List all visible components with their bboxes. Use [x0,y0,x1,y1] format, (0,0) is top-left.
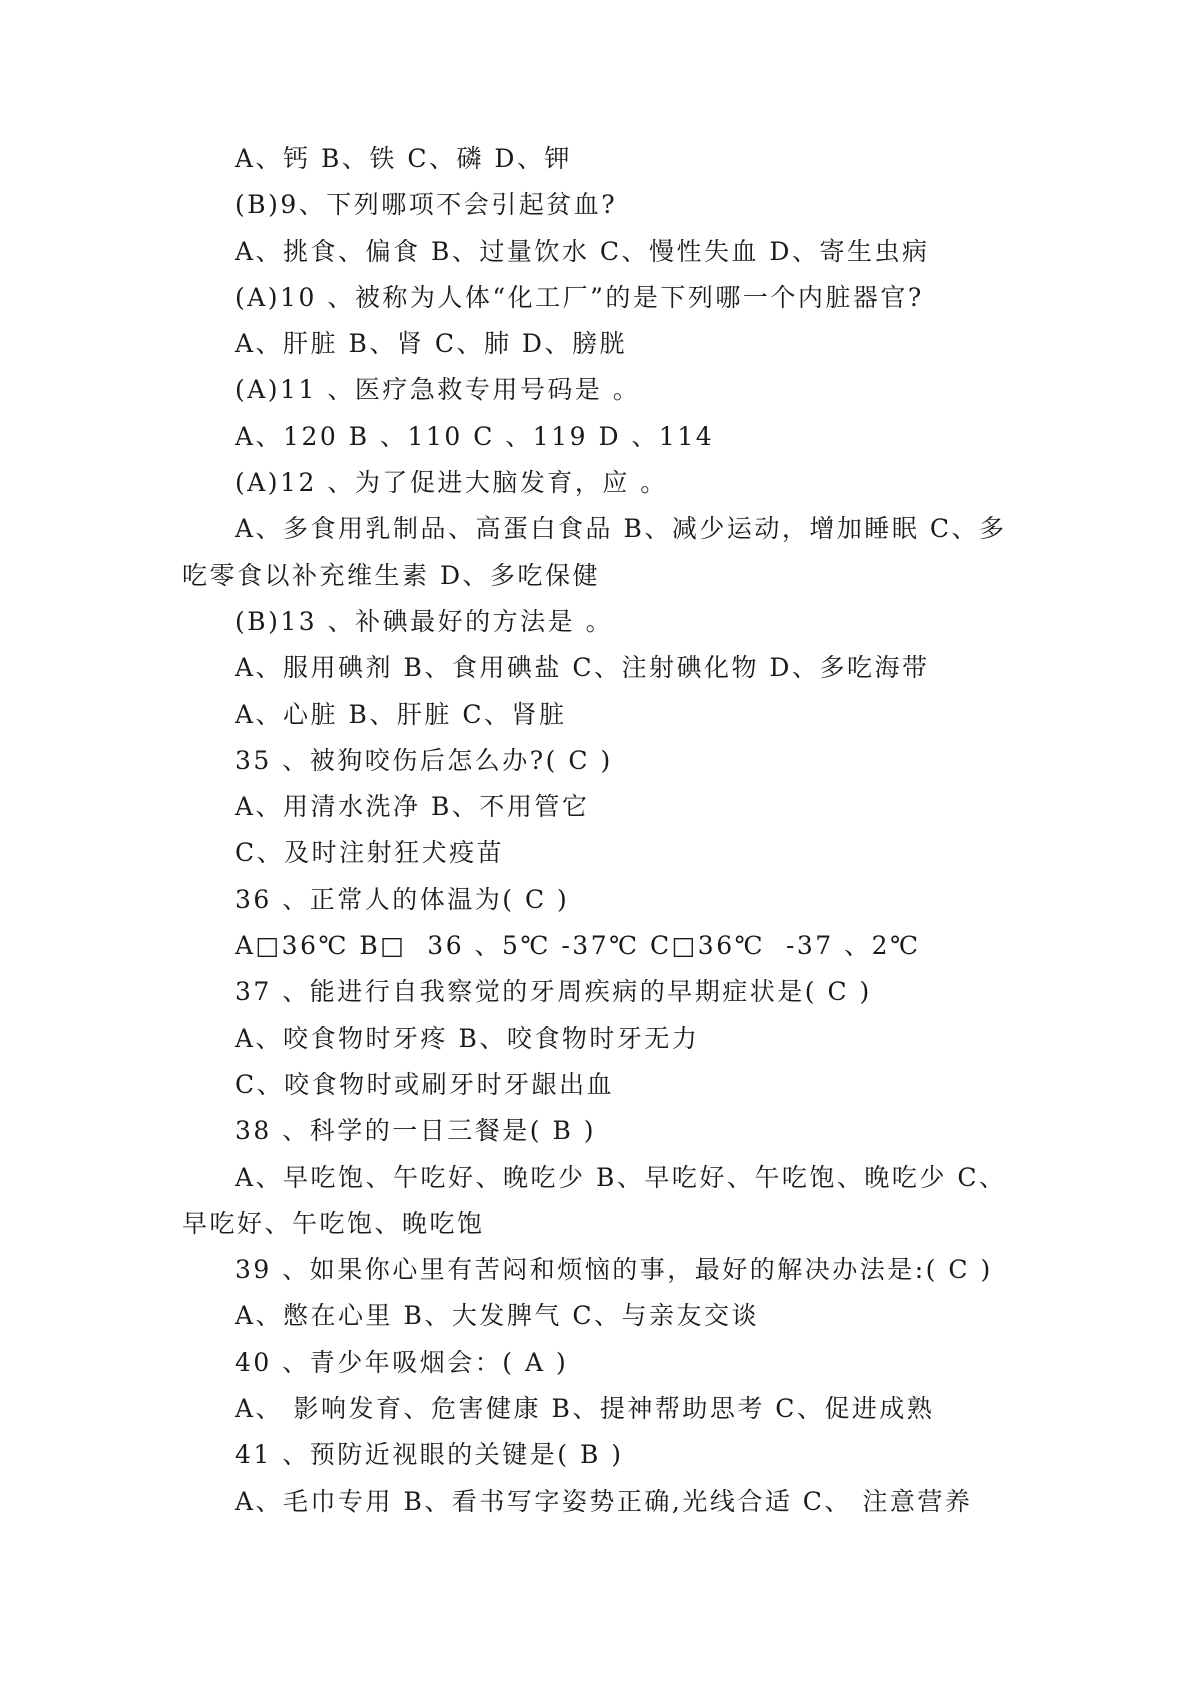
answer-options: A、毛巾专用 B、看书写字姿势正确,光线合适 C、 注意营养 [235,1486,973,1516]
question-11: (A)11 、医疗急救专用号码是 。 [235,375,641,405]
question-39: 39 、如果你心里有苦闷和烦恼的事，最好的解决办法是:( C ) [235,1255,993,1285]
question-38: 38 、科学的一日三餐是( B ) [235,1116,597,1146]
question-10: (A)10 、被称为人体“化工厂”的是下列哪一个内脏器官? [235,282,924,312]
answer-options: A、用清水洗净 B、不用管它 [235,792,590,822]
answer-options: A、多食用乳制品、高蛋白食品 B、减少运动，增加睡眠 C、多吃零食以补充维生素 D、多吃保健 [182,514,1007,590]
answer-options: C、咬食物时或刷牙时牙龈出血 [235,1069,615,1099]
question-41: 41 、预防近视眼的关键是( B ) [235,1440,624,1470]
question-36: 36 、正常人的体温为( C ) [235,884,570,914]
answer-options: A、 影响发育、危害健康 B、提神帮助思考 C、促进成熟 [235,1394,935,1424]
answer-options: C、及时注射狂犬疫苗 [235,838,505,868]
question-40: 40 、青少年吸烟会：( A ) [235,1347,569,1377]
answer-options: A、咬食物时牙疼 B、咬食物时牙无力 [235,1023,700,1053]
answer-options: A、服用碘剂 B、食用碘盐 C、注射碘化物 D、多吃海带 [235,653,930,683]
answer-options: A、心脏 B、肝脏 C、肾脏 [235,699,567,729]
answer-options: A、憋在心里 B、大发脾气 C、与亲友交谈 [235,1301,759,1331]
question-12: (A)12 、为了促进大脑发育，应 。 [235,468,668,498]
answer-options: A、钙 B、铁 C、磷 D、钾 [235,144,572,173]
answer-options: A、120 B 、110 C 、119 D 、114 [235,421,715,451]
answer-options: A、早吃饱、午吃好、晚吃少 B、早吃好、午吃饱、晚吃少 C、早吃好、午吃饱、晚吃饱 [182,1162,1007,1238]
question-37: 37 、能进行自我察觉的牙周疾病的早期症状是( C ) [235,977,872,1007]
question-35: 35 、被狗咬伤后怎么办?( C ) [235,745,613,775]
answer-options: A、挑食、偏食 B、过量饮水 C、慢性失血 D、寄生虫病 [235,236,930,266]
question-13: (B)13 、补碘最好的方法是 。 [235,606,614,636]
answer-options: A、肝脏 B、肾 C、肺 D、膀胱 [235,329,627,359]
answer-options: A□36℃ B□ 36 、5℃ -37℃ C□36℃ -37 、2℃ [235,931,921,961]
question-9: (B)9、下列哪项不会引起贫血? [235,190,618,220]
body-text [182,136,1020,1525]
